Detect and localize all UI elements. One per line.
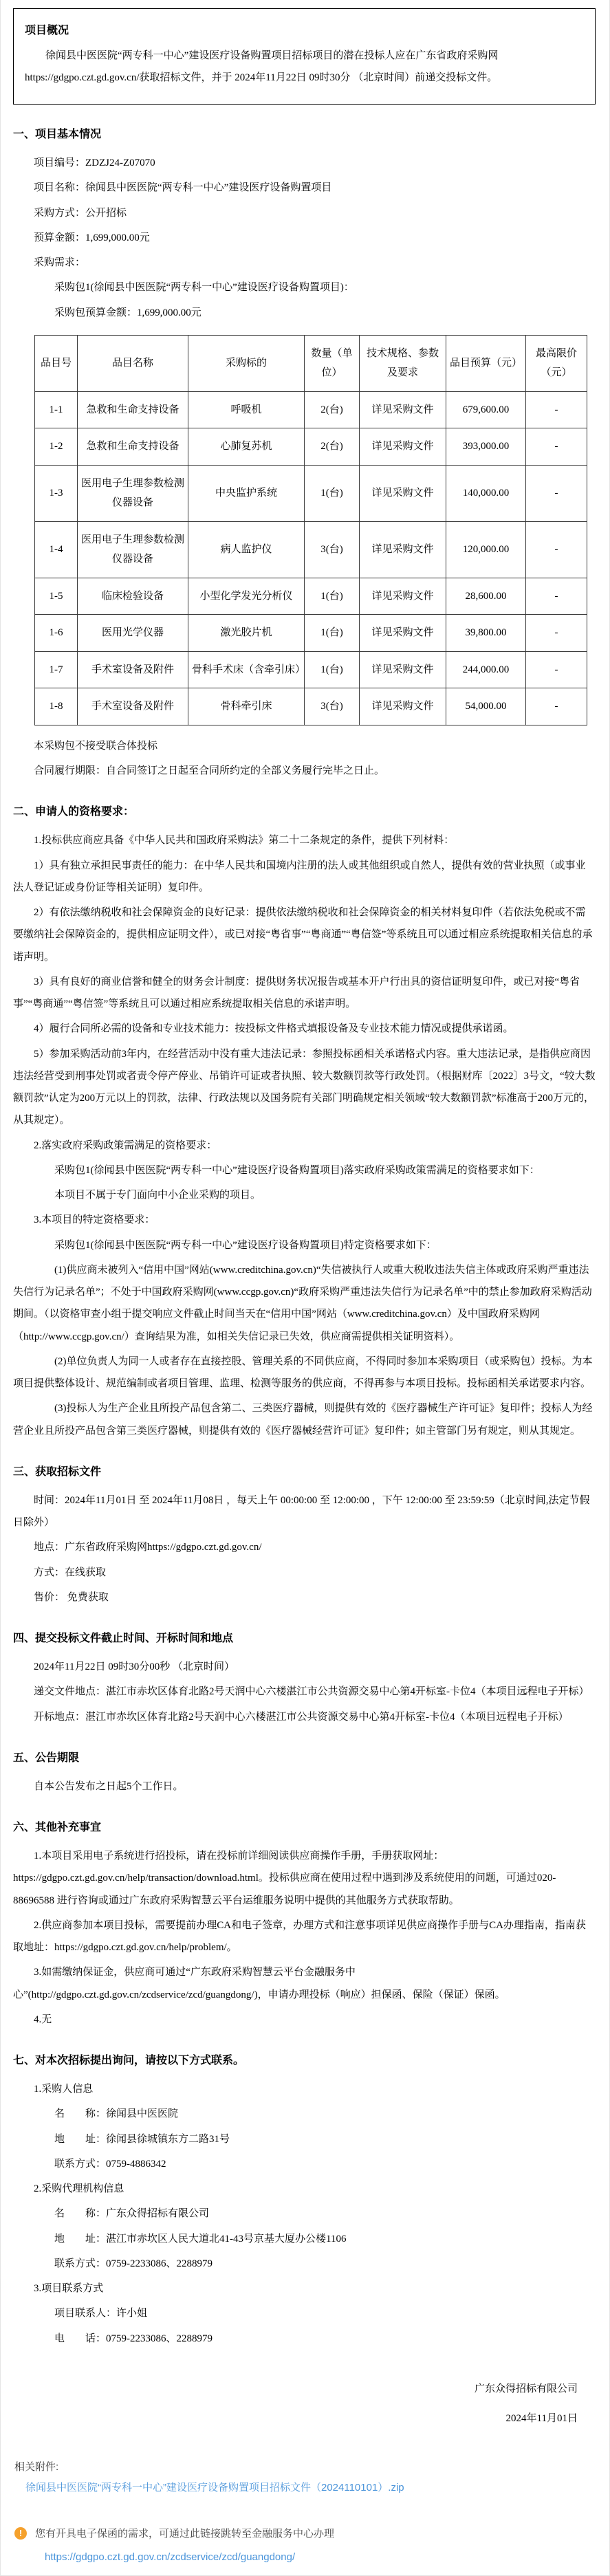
- qualification-paragraph: 3.本项目的特定资格要求：: [34, 1214, 155, 1226]
- qualification-paragraph: 采购包1(徐闻县中医医院“两专科一中心”建设医疗设备购置项目)特定资格要求如下：: [54, 1239, 437, 1251]
- cell-quantity: 1(台): [305, 615, 360, 652]
- cell-quantity: 2(台): [305, 391, 360, 428]
- table-row: [35, 688, 587, 725]
- cell-quantity: 1(台): [305, 651, 360, 688]
- project-contact-title: 3.项目联系方式: [34, 2283, 104, 2294]
- agency-info-title: 2.采购代理机构信息: [34, 2183, 124, 2194]
- signature-date: 2024年11月01日: [505, 2413, 578, 2425]
- cell-item-name: 临床检验设备: [78, 578, 188, 615]
- cell-item-no: 1-1: [35, 391, 78, 428]
- col-header-quantity: 数量（单位）: [305, 335, 360, 391]
- purchaser-name-line: 名 称：徐闻县中医医院: [54, 2108, 179, 2120]
- obtain-time-line: 时间：2024年11月01日 至 2024年11月08日 ，每天上午 00:00:00 至 12:00:00 ，下午 12:00:00 至 23:59:59（北京时间,法定节假日除外）: [13, 1494, 590, 1528]
- cell-item-no: 1-8: [35, 688, 78, 725]
- cell-quantity: 2(台): [305, 428, 360, 466]
- col-header-item-budget: 品目预算（元）: [446, 335, 526, 391]
- cell-item-no: 1-5: [35, 578, 78, 615]
- project-contact-phone-line: 电 话：0759-2233086、2288979: [54, 2333, 213, 2344]
- deadline-line: 2024年11月22日 09时30分00秒 （北京时间）: [34, 1661, 235, 1672]
- supplement-paragraph: 2.供应商参加本项目投标，需要提前办理CA和电子签章，办理方式和注意事项详见供应商操作手册与CA办理指南，指南获取地址：https://gdgpo.czt.gd.gov.cn/help/problem/。: [13, 1919, 586, 1953]
- purchaser-contact-line: 联系方式：0759-4886342: [54, 2158, 166, 2170]
- cell-item-name: 急救和生命支持设备: [78, 428, 188, 466]
- cell-spec: 详见采购文件: [360, 651, 446, 688]
- cell-spec: 详见采购文件: [360, 578, 446, 615]
- cell-max-price: -: [526, 615, 587, 652]
- col-header-item-name: 品目名称: [78, 335, 188, 391]
- cell-quantity: 1(台): [305, 465, 360, 521]
- section4-heading: 四、提交投标文件截止时间、开标时间和地点: [13, 1633, 234, 1644]
- cell-spec: 详见采购文件: [360, 688, 446, 725]
- cell-quantity: 3(台): [305, 521, 360, 578]
- qualification-paragraph: 本项目不属于专门面向中小企业采购的项目。: [54, 1190, 261, 1201]
- qualification-paragraph: 1）具有独立承担民事责任的能力：在中华人民共和国境内注册的法人或其他组织或自然人，提供有效的营业执照（或事业法人登记证或身份证等相关证明）复印件。: [13, 860, 586, 893]
- qualification-paragraph: 采购包1(徐闻县中医医院“两专科一中心”建设医疗设备购置项目)落实政府采购政策需满足的资格要求如下：: [54, 1164, 540, 1176]
- cell-spec: 详见采购文件: [360, 428, 446, 466]
- cell-quantity: 3(台): [305, 688, 360, 725]
- obtain-place-line: 地点：广东省政府采购网https://gdgpo.czt.gd.gov.cn/: [34, 1542, 262, 1553]
- overview-title: 项目概况: [25, 25, 69, 36]
- cell-item-name: 手术室设备及附件: [78, 651, 188, 688]
- cell-spec: 详见采购文件: [360, 615, 446, 652]
- cell-item-budget: 393,000.00: [446, 428, 526, 466]
- cell-subject: 病人监护仪: [188, 521, 305, 578]
- notice-link[interactable]: https://gdgpo.czt.gd.gov.cn/zcdservice/zcd/guangdong/: [45, 2551, 296, 2564]
- cell-max-price: -: [526, 391, 587, 428]
- section3-heading: 三、获取招标文件: [13, 1465, 102, 1478]
- cell-item-no: 1-6: [35, 615, 78, 652]
- signature-block: [13, 2375, 596, 2434]
- supplement-paragraph: 1.本项目采用电子系统进行招投标，请在投标前详细阅读供应商操作手册，手册获取网址：https://gdgpo.czt.gd.gov.cn/help/transaction/download.html。投标供应商在使用过程中遇到涉及系统使用的问题，可通过020-88696588 进行咨询或通过广东政府采购智慧云平台运维服务说明中提供的其他服务方式获取帮助。: [13, 1851, 556, 1906]
- cell-subject: 心肺复苏机: [188, 428, 305, 466]
- qualification-paragraph: 3）具有良好的商业信誉和健全的财务会计制度：提供财务状况报告或基本开户行出具的资信证明复印件，或已对接“粤省事”“粤商通”“粤信签”等系统且可以通过相应系统提取相关信息的承诺声明。: [13, 976, 580, 1009]
- obtain-method-line: 方式：在线获取: [34, 1567, 107, 1578]
- supplement-paragraph: 4.无: [34, 2013, 52, 2025]
- qualification-paragraph: 5）参加采购活动前3年内，在经营活动中没有重大违法记录：参照投标函相关承诺格式内容。重大违法记录，是指供应商因违法经营受到刑事处罚或者责令停产停业、吊销许可证或者执照、较大数额罚款等行政处罚。（根据财库〔2022〕3号文，“较大数额罚款”认定为200万元以上的罚款，法律、行政法规以及国务院有关部门明确规定相关领域“较大数额罚款”标准高于200万元的，从其规定）。: [13, 1048, 596, 1126]
- procurement-items-table: [34, 335, 587, 725]
- no-consortium-note: 本采购包不接受联合体投标: [34, 740, 158, 752]
- table-row: [35, 391, 587, 428]
- cell-subject: 中央监护系统: [188, 465, 305, 521]
- col-header-max-price: 最高限价（元）: [526, 335, 587, 391]
- cell-item-no: 1-4: [35, 521, 78, 578]
- cell-item-name: 医用光学仪器: [78, 615, 188, 652]
- cell-max-price: -: [526, 651, 587, 688]
- section1-heading: 一、项目基本情况: [13, 129, 102, 140]
- package-budget-line: 采购包预算金额：1,699,000.00元: [54, 307, 201, 318]
- signature-company: 广东众得招标有限公司: [474, 2383, 578, 2394]
- table-row: [35, 615, 587, 652]
- purchaser-info-title: 1.采购人信息: [34, 2084, 94, 2095]
- purchaser-address-line: 地 址：徐闻县徐城镇东方二路31号: [54, 2133, 230, 2145]
- announcement-period-line: 自本公告发布之日起5个工作日。: [34, 1780, 184, 1792]
- cell-max-price: -: [526, 521, 587, 578]
- cell-spec: 详见采购文件: [360, 465, 446, 521]
- cell-item-no: 1-3: [35, 465, 78, 521]
- table-row: [35, 578, 587, 615]
- cell-item-budget: 120,000.00: [446, 521, 526, 578]
- table-row: [35, 651, 587, 688]
- qualification-paragraph: (1)供应商未被列入“信用中国”网站(www.creditchina.gov.cn)“失信被执行人或重大税收违法失信主体或政府采购严重违法失信行为记录名单”；不处于中国政府采购网(www.ccgp.gov.cn)“政府采购严重违法失信行为记录名单”中的禁止参加政府采购活动期间。（以资格审查小组于提交响应文件截止时间当天在“信用中国”网站（www.creditchina.gov.cn）及中国政府采购网（http://www.ccgp.gov.cn/）查询结果为准，如相关失信记录已失效，供应商需提供相关证明资料）。: [13, 1264, 592, 1342]
- cell-subject: 激光胶片机: [188, 615, 305, 652]
- attachments-section: [1, 2438, 609, 2499]
- cell-item-no: 1-2: [35, 428, 78, 466]
- cell-subject: 呼吸机: [188, 391, 305, 428]
- cell-item-budget: 54,000.00: [446, 688, 526, 725]
- section2-heading: 二、申请人的资格要求：: [13, 806, 135, 818]
- obtain-price-line: 售价： 免费获取: [34, 1591, 109, 1603]
- cell-item-budget: 140,000.00: [446, 465, 526, 521]
- cell-item-name: 急救和生命支持设备: [78, 391, 188, 428]
- cell-max-price: -: [526, 428, 587, 466]
- section5-heading: 五、公告期限: [13, 1751, 80, 1764]
- notice-text: 您有开具电子保函的需求，可通过此链接跳转至金融服务中心办理: [35, 2528, 335, 2540]
- qualification-paragraph: 1.投标供应商应具备《中华人民共和国政府采购法》第二十二条规定的条件，提供下列材料：: [34, 835, 455, 847]
- agency-address-line: 地 址：湛江市赤坎区人民大道北41-43号京基大厦办公楼1106: [54, 2233, 347, 2245]
- attachments-label: 相关附件:: [14, 2460, 59, 2473]
- project-overview-box: [13, 8, 596, 105]
- cell-item-name: 手术室设备及附件: [78, 688, 188, 725]
- overview-body: 徐闻县中医医院“两专科一中心”建设医疗设备购置项目招标项目的潜在投标人应在广东省政府采购网https://gdgpo.czt.gd.gov.cn/获取招标文件，并于 2024年11月22日 09时30分 （北京时间）前递交投标文件。: [25, 50, 499, 83]
- demand-line: 采购需求：: [34, 257, 86, 268]
- cell-item-no: 1-7: [35, 651, 78, 688]
- table-row: [35, 428, 587, 466]
- cell-item-budget: 679,600.00: [446, 391, 526, 428]
- cell-max-price: -: [526, 465, 587, 521]
- agency-contact-line: 联系方式：0759-2233086、2288979: [54, 2258, 213, 2269]
- col-header-item-no: 品目号: [35, 335, 78, 391]
- cell-max-price: -: [526, 688, 587, 725]
- cell-quantity: 1(台): [305, 578, 360, 615]
- attachment-file-link[interactable]: 徐闻县中医医院“两专科一中心”建设医疗设备购置项目招标文件（2024110101）.zip: [25, 2481, 404, 2493]
- procurement-method-line: 采购方式：公开招标: [34, 207, 127, 219]
- qualification-paragraph: (3)投标人为生产企业且所投产品包含第二、三类医疗器械，则提供有效的《医疗器械生产许可证》复印件；投标人为经营企业且所投产品包含第三类医疗器械，则提供有效的《医疗器械经营许可证》复印件；如主管部门另有规定，则从其规定。: [13, 1403, 593, 1437]
- qualification-paragraph: (2)单位负责人为同一人或者存在直接控股、管理关系的不同供应商，不得同时参加本采购项目（或采购包）投标。为本项目提供整体设计、规范编制或者项目管理、监理、检测等服务的供应商，不得再参与本项目投标。投标函相关承诺要求内容。: [13, 1355, 593, 1389]
- cell-item-budget: 28,600.00: [446, 578, 526, 615]
- project-contact-person-line: 项目联系人：许小姐: [54, 2308, 148, 2320]
- cell-item-budget: 244,000.00: [446, 651, 526, 688]
- exclamation-icon: !: [14, 2527, 27, 2540]
- col-header-spec: 技术规格、参数及要求: [360, 335, 446, 391]
- submission-place-line: 递交文件地点：湛江市赤坎区体育北路2号天润中心六楼湛江市公共资源交易中心第4开标室-卡位4（本项目远程电子开标）: [34, 1686, 589, 1698]
- cell-item-budget: 39,800.00: [446, 615, 526, 652]
- cell-spec: 详见采购文件: [360, 521, 446, 578]
- cell-subject: 骨科牵引床: [188, 688, 305, 725]
- qualification-paragraph: 4）履行合同所必需的设备和专业技术能力：按投标文件格式填报设备及专业技术能力情况或提供承诺函。: [34, 1023, 514, 1035]
- supplement-paragraph: 3.如需缴纳保证金，供应商可通过“广东政府采购智慧云平台金融服务中心”(http://gdgpo.czt.gd.gov.cn/zcdservice/zcd/guangdong/)，申请办理投标（响应）担保函、保险（保证）保函。: [13, 1967, 505, 2000]
- cell-max-price: -: [526, 578, 587, 615]
- cell-item-name: 医用电子生理参数检测仪器设备: [78, 465, 188, 521]
- project-number-line: 项目编号：ZDZJ24-Z07070: [34, 157, 155, 168]
- table-row: [35, 521, 587, 578]
- qualification-paragraph: 2.落实政府采购政策需满足的资格要求：: [34, 1139, 217, 1151]
- project-name-line: 项目名称：徐闻县中医医院“两专科一中心”建设医疗设备购置项目: [34, 182, 332, 194]
- table-row: [35, 465, 587, 521]
- opening-place-line: 开标地点：湛江市赤坎区体育北路2号天润中心六楼湛江市公共资源交易中心第4开标室-卡位4（本项目远程电子开标）: [34, 1711, 569, 1723]
- qualification-paragraph: 2）有依法缴纳税收和社会保障资金的良好记录：提供依法缴纳税收和社会保障资金的相关材料复印件（若依法免税或不需要缴纳社会保障资金的，提供相应证明文件），或已对接“粤省事”“粤商通”“粤信签”等系统且可以通过相应系统提取相关信息的承诺声明。: [13, 907, 593, 963]
- budget-line: 预算金额：1,699,000.00元: [34, 232, 150, 243]
- agency-name-line: 名 称：广东众得招标有限公司: [54, 2208, 210, 2220]
- tender-announcement-document: [1, 0, 609, 2438]
- contract-period-note: 合同履行期限：自合同签订之日起至合同所约定的全部义务履行完毕之日止。: [34, 765, 385, 776]
- cell-subject: 小型化学发光分析仪: [188, 578, 305, 615]
- col-header-subject: 采购标的: [188, 335, 305, 391]
- cell-item-name: 医用电子生理参数检测仪器设备: [78, 521, 188, 578]
- cell-spec: 详见采购文件: [360, 391, 446, 428]
- table-header-row: [35, 335, 587, 391]
- package-line: 采购包1(徐闻县中医医院“两专科一中心”建设医疗设备购置项目)：: [54, 282, 354, 294]
- section7-heading: 七、对本次招标提出询问，请按以下方式联系。: [13, 2055, 245, 2066]
- cell-subject: 骨科手术床（含牵引床）: [188, 651, 305, 688]
- section6-heading: 六、其他补充事宜: [13, 1822, 102, 1833]
- guarantee-notice-section: [1, 2498, 609, 2575]
